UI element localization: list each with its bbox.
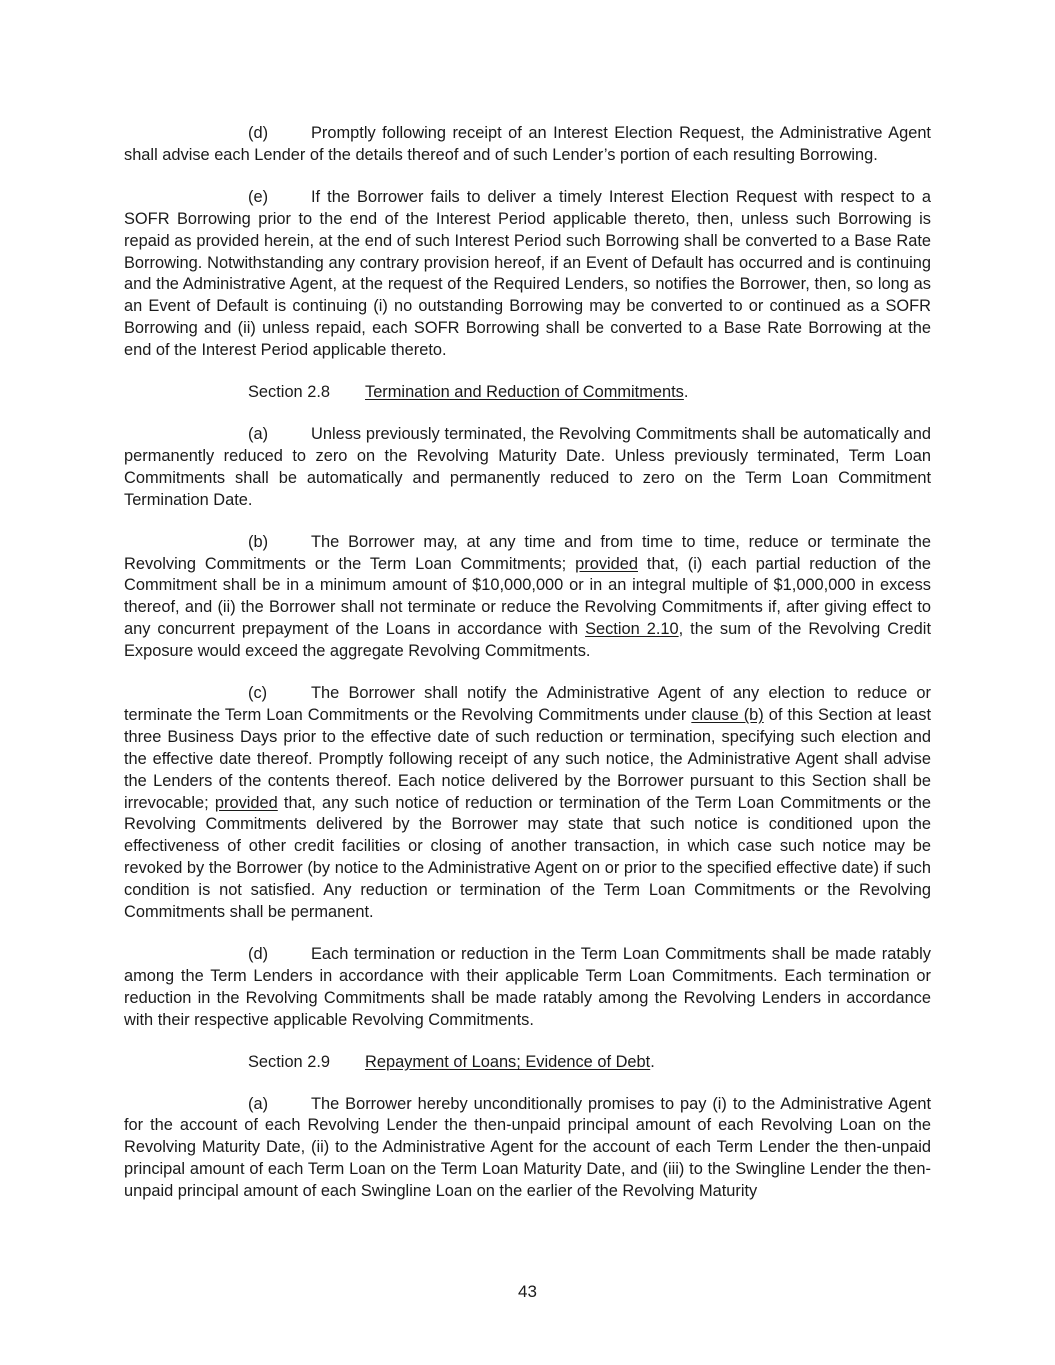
section-number: Section 2.9	[248, 1052, 331, 1071]
clause-text: of this Section at least three Business Days prior to the effective date of such reduction or termination, specifying such election and the effective date thereof. Promptly following receipt of any such notice, the Administrative Agent shall advise the Lenders of the contents thereof. Each notice delivered by the Borrower pursuant to this Section shall be irrevocable;	[124, 705, 931, 812]
clause-text: The Borrower hereby unconditionally promises to pay (i) to the Administrative Agent for the account of each Revolving Lender the then-unpaid principal amount of each Revolving Loan on the Revolving Maturity Date, (ii) to the Administrative Agent for the account of each Term Lender the then-unpaid principal amount of each Term Loan on the Term Loan Maturity Date, and (iii) to the Swingline Lender the then-unpaid principal amount of each Swingline Loan on the earlier of the Revolving Maturity	[124, 1094, 931, 1201]
provided-term: provided	[575, 554, 638, 573]
clause-text: that, any such notice of reduction or termination of the Term Loan Commitments or the Revolving Commitments delivered by the Borrower may state that such notice is conditioned upon the effectiveness of other credit facilities or closing of another transaction, in which case such notice may be revoked by the Borrower (by notice to the Administrative Agent on or prior to the specified effective date) if such condition is not satisfied. Any reduction or termination of the Term Loan Commitments or the Revolving Commitments shall be permanent.	[124, 793, 932, 922]
clause-marker: (d)	[248, 124, 269, 142]
clause-text: The Borrower shall notify the Administrative Agent of any election to reduce or terminate the Term Loan Commitments or the Revolving Commitments under	[124, 684, 931, 724]
paragraph-2-9-a	[124, 1094, 931, 1204]
clause-marker: (e)	[248, 187, 269, 206]
clause-marker: (c)	[248, 684, 268, 703]
clause-text: If the Borrower fails to deliver a timely Interest Election Request with respect to a SOFR Borrowing prior to the end of the Interest Period applicable thereto, then, unless such Borrowing is repaid as provided herein, at the end of such Interest Period such Borrowing shall be converted to a Base Rate Borrowing. Notwithstanding any contrary provision hereof, if an Event of Default has occurred and is continuing and the Administrative Agent, at the request of the Required Lenders, so notifies the Borrower, then, so long as an Event of Default is continuing (i) no outstanding Borrowing may be converted to or continued as a SOFR Borrowing and (ii) unless repaid, each SOFR Borrowing shall be converted to a Base Rate Borrowing at the end of the Interest Period applicable thereto.	[124, 187, 931, 360]
paragraph-2-8-c	[124, 683, 931, 924]
section-title-period: .	[650, 1052, 655, 1071]
clause-marker: (b)	[248, 532, 269, 551]
paragraph-2-8-b	[124, 532, 931, 663]
clause-marker: (a)	[248, 424, 269, 443]
section-title: Repayment of Loans; Evidence of Debt	[365, 1052, 651, 1071]
section-heading-2-8	[124, 382, 931, 404]
section-title: Termination and Reduction of Commitments	[365, 383, 684, 402]
clause-text: , the sum of the Revolving Credit Exposure would exceed the aggregate Revolving Commitments.	[124, 620, 931, 661]
clause-reference: clause (b)	[691, 705, 764, 724]
section-title-period: .	[683, 383, 689, 402]
section-heading-2-9	[124, 1052, 931, 1074]
clause-text: that, (i) each partial reduction of the Commitment shall be in a minimum amount of $10,000,000 or in an integral multiple of $1,000,000 in excess thereof, and (ii) the Borrower shall not terminate or reduce the Revolving Commitments if, after giving effect to any concurrent prepayment of the Loans in accordance with	[124, 554, 931, 639]
clause-marker: (d)	[248, 945, 269, 963]
clause-text: Unless previously terminated, the Revolving Commitments shall be automatically and permanently reduced to zero on the Revolving Maturity Date. Unless previously terminated, Term Loan Commitments shall be automatically and permanently reduced to zero on the Term Loan Commitment Termination Date.	[124, 424, 931, 509]
clause-text: The Borrower may, at any time and from time to time, reduce or terminate the Revolving Commitments or the Term Loan Commitments;	[124, 532, 931, 573]
paragraph-2-7-e	[124, 187, 931, 362]
section-reference: Section 2.10	[585, 620, 679, 639]
clause-text: Each termination or reduction in the Term Loan Commitments shall be made ratably among the Term Lenders in accordance with their applicable Term Loan Commitments. Each termination or reduction in the Revolving Commitments shall be made ratably among the Revolving Lenders in accordance with their respective applicable Revolving Commitments.	[124, 945, 931, 1029]
clause-text: Promptly following receipt of an Interest Election Request, the Administrative Agent shall advise each Lender of the details thereof and of such Lender’s portion of each resulting Borrowing.	[124, 124, 931, 164]
paragraph-2-7-d	[124, 123, 931, 167]
paragraph-2-8-a	[124, 424, 931, 512]
provided-term: provided	[214, 793, 278, 812]
page-number: 43	[518, 1282, 537, 1301]
document-page	[124, 123, 931, 1223]
section-number: Section 2.8	[248, 383, 331, 402]
clause-marker: (a)	[248, 1094, 269, 1113]
paragraph-2-8-d	[124, 944, 931, 1032]
